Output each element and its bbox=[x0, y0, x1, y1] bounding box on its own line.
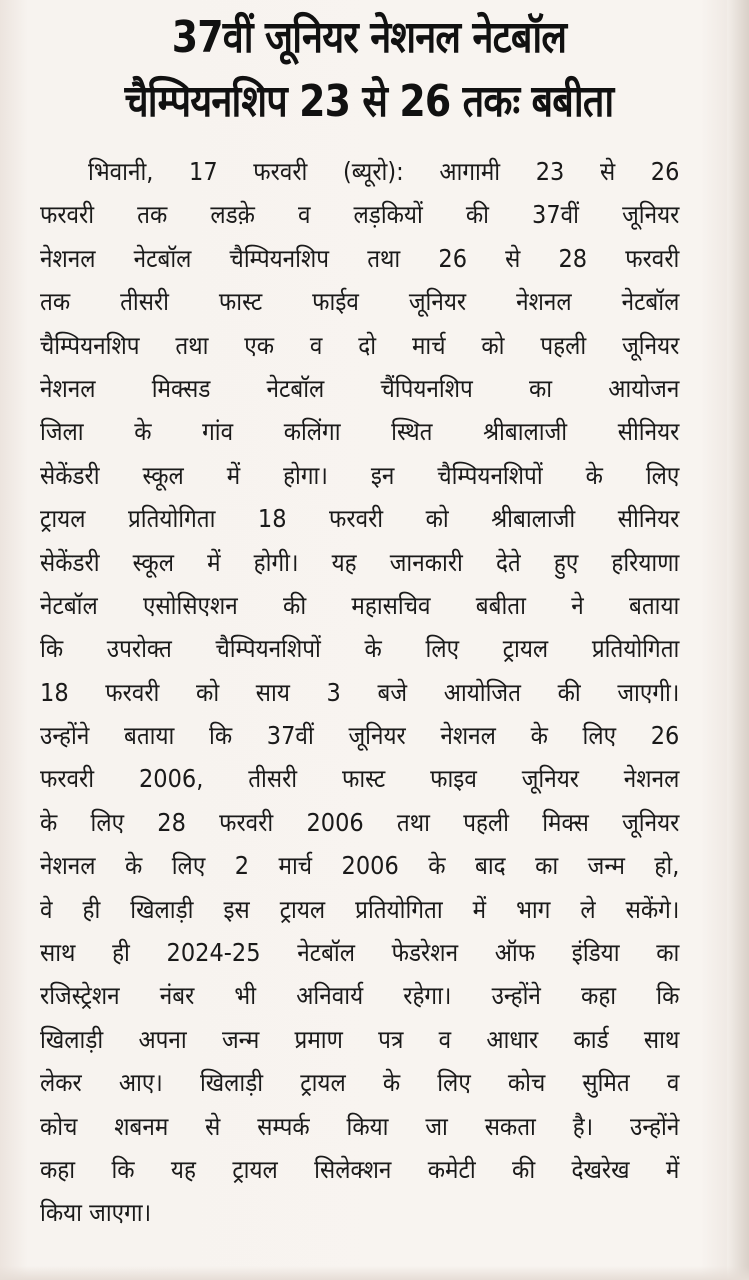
article-line-text: लेकर आए। खिलाड़ी ट्रायल के लिए कोच सुमित व bbox=[40, 1068, 680, 1098]
article-line-text: उन्होंने बताया कि 37वीं जूनियर नेशनल के लिए 26 bbox=[40, 721, 680, 751]
article-line bbox=[40, 1105, 680, 1148]
article-line-text: सेकेंडरी स्कूल में होगा। इन चैम्पियनशिपों के लिए bbox=[40, 460, 680, 490]
article-line bbox=[40, 974, 680, 1017]
article-line bbox=[40, 757, 680, 800]
article-line bbox=[40, 801, 680, 844]
article-headline bbox=[72, 6, 665, 134]
article-line bbox=[40, 454, 680, 497]
article-line-text: नेशनल के लिए 2 मार्च 2006 के बाद का जन्म हो, bbox=[40, 851, 680, 881]
article-line-text: खिलाड़ी अपना जन्म प्रमाण पत्र व आधार कार्ड साथ bbox=[40, 1024, 680, 1054]
article-line bbox=[40, 410, 680, 453]
article-line bbox=[40, 671, 680, 714]
article-line-text: नेटबॉल एसोसिएशन की महासचिव बबीता ने बताया bbox=[40, 590, 680, 620]
article-line bbox=[40, 888, 680, 931]
article-line bbox=[40, 280, 680, 323]
article-line-text: साथ ही 2024-25 नेटबॉल फेडरेशन ऑफ इंडिया का bbox=[40, 938, 680, 968]
article-line-text: जिला के गांव कलिंगा स्थित श्रीबालाजी सीनियर bbox=[40, 417, 680, 447]
article-line-text: वे ही खिलाड़ी इस ट्रायल प्रतियोगिता में भाग ले सकेंगे। bbox=[40, 894, 680, 924]
article-line-text: भिवानी, 17 फरवरी (ब्यूरो): आगामी 23 से 26 bbox=[88, 157, 680, 186]
article-line-text: फरवरी तक लडक़े व लड़कियों की 37वीं जूनियर bbox=[40, 200, 680, 230]
article-line-text: कोच शबनम से सम्पर्क किया जा सकता है। उन्होंने bbox=[40, 1111, 680, 1141]
article-line bbox=[40, 844, 680, 887]
article-line bbox=[40, 541, 680, 584]
article-line-text: 18 फरवरी को साय 3 बजे आयोजित की जाएगी। bbox=[40, 677, 680, 707]
article-line bbox=[40, 931, 680, 974]
article-line-text: फरवरी 2006, तीसरी फास्ट फाइव जूनियर नेशनल bbox=[40, 764, 680, 794]
article-line-text: सेकेंडरी स्कूल में होगी। यह जानकारी देते हुए हरियाणा bbox=[40, 547, 680, 577]
headline-line-1: 37वीं जूनियर नेशनल नेटबॉल bbox=[171, 12, 567, 63]
article-line bbox=[40, 324, 680, 367]
article-line-text: किया जाएगा। bbox=[40, 1198, 152, 1228]
article-line bbox=[40, 150, 680, 193]
article-line bbox=[40, 237, 680, 280]
article-line bbox=[40, 584, 680, 627]
article-line bbox=[40, 627, 680, 670]
article-line-text: तक तीसरी फास्ट फाईव जूनियर नेशनल नेटबॉल bbox=[40, 287, 680, 317]
article-line-text: रजिस्ट्रेशन नंबर भी अनिवार्य रहेगा। उन्होंने कहा कि bbox=[40, 981, 680, 1011]
article-line bbox=[40, 367, 680, 410]
article-line bbox=[40, 1148, 680, 1191]
article-line-text: नेशनल नेटबॉल चैम्पियनशिप तथा 26 से 28 फरवरी bbox=[40, 243, 680, 273]
article-line bbox=[40, 497, 680, 540]
article-line-text: नेशनल मिक्सड नेटबॉल चैंपियनशिप का आयोजन bbox=[40, 373, 680, 403]
article-line bbox=[40, 714, 680, 757]
article-line-text: चैम्पियनशिप तथा एक व दो मार्च को पहली जूनियर bbox=[40, 330, 680, 360]
page-edge-shadow bbox=[727, 0, 749, 1280]
article-line bbox=[40, 193, 680, 236]
article-line-text: कहा कि यह ट्रायल सिलेक्शन कमेटी की देखरेख में bbox=[40, 1154, 680, 1184]
article-line bbox=[40, 1018, 680, 1061]
bottom-fade bbox=[0, 1266, 749, 1280]
article-line-text: कि उपरोक्त चैम्पियनशिपों के लिए ट्रायल प्रतियोगिता bbox=[40, 634, 680, 664]
article-line-text: ट्रायल प्रतियोगिता 18 फरवरी को श्रीबालाजी सीनियर bbox=[40, 504, 680, 534]
article-line-text: के लिए 28 फरवरी 2006 तथा पहली मिक्स जूनियर bbox=[40, 807, 680, 837]
article-line bbox=[40, 1061, 680, 1104]
headline-line-2: चैम्पियनशिप 23 से 26 तकः बबीता bbox=[124, 76, 614, 127]
article-body bbox=[40, 150, 680, 1235]
article-line bbox=[40, 1191, 680, 1234]
